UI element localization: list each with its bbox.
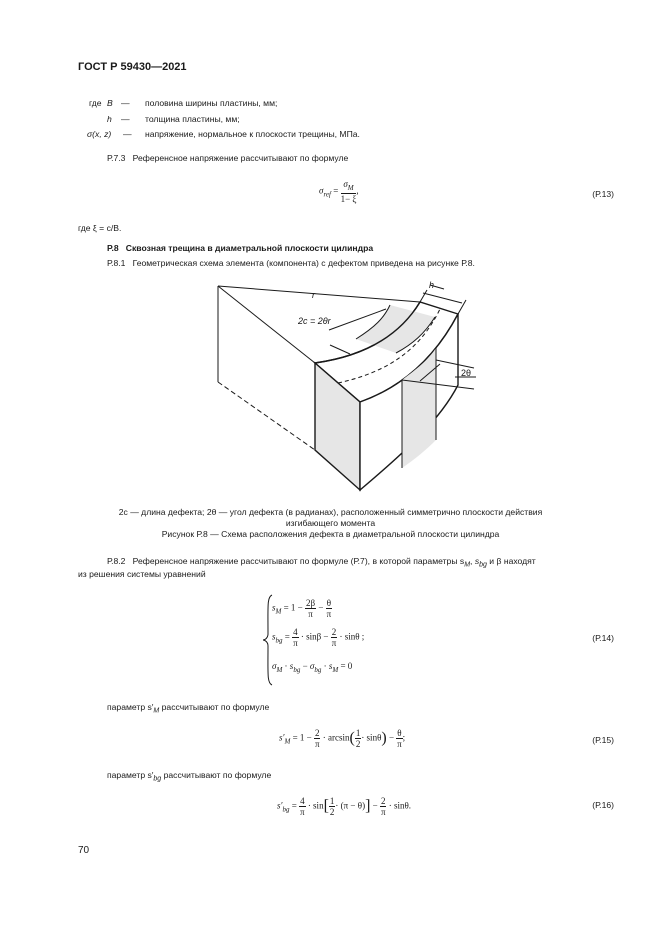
paragraph-text-tail: находят: [503, 556, 536, 566]
paragraph-number: Р.8.1: [107, 258, 126, 268]
figure-title: Рисунок Р.8 — Схема расположения дефекта в диаметральной плоскости цилиндра: [161, 529, 500, 539]
eq-op: −: [318, 602, 324, 613]
figure-legend-line2: изгибающего момента: [285, 518, 376, 528]
param-sub: bg: [153, 775, 162, 783]
eq-num: 2: [314, 728, 320, 738]
eq-den: π: [300, 807, 305, 817]
equation-p15: $s'_M = 1$ − $\frac{2}{\pi}$ · arcsin( $\frac{1}{2}$ · sinθ) − $\frac{\theta}{\pi}$ ;: [279, 728, 406, 749]
document-code: ГОСТ Р 59430—2021: [78, 61, 187, 73]
paragraph-text: Геометрическая схема элемента (компонента) с дефектом приведена на рисунке Р.8.: [132, 258, 475, 268]
equation-p14-row2: [272, 627, 364, 648]
eq-den: 2: [355, 739, 361, 749]
equation-label-p14: (Р.14): [592, 633, 614, 643]
equation-p16: $s'_{bg}$ = $\frac{4}{\pi}$ · sin[ $\frac{1}{2}$ · (π − θ)] − $\frac{2}{\pi}$ · sinθ.: [277, 796, 412, 817]
section-title: Сквозная трещина в диаметральной плоскости цилиндра: [125, 243, 374, 253]
definition-text: толщина пластины, мм;: [145, 114, 240, 124]
eq-num: 4: [293, 627, 298, 637]
paragraph-text-tail: рассчитывают по формуле: [163, 770, 272, 780]
eq-lhs-sub: M: [284, 737, 291, 746]
paragraph-p82-line2: из решения системы уравнений: [78, 569, 206, 579]
eq-lhs-sub: ref: [323, 190, 331, 199]
equation-label-p16: (Р.16): [592, 800, 614, 810]
equation-p14-row3: $\sigma_M \cdot s_{bg} - \sigma_{bg} \cdot s_M = 0$: [272, 661, 353, 674]
eq-lhs: s′: [277, 800, 283, 811]
eq-num: 2: [331, 627, 337, 637]
label-2c: 2c = 2θr: [298, 316, 331, 326]
label-h: h: [429, 280, 435, 290]
eq-lhs: s: [272, 631, 276, 642]
eq-den: 1− ξ: [340, 193, 357, 204]
eq-num: θ: [397, 728, 402, 738]
eq-op: =: [291, 800, 297, 811]
param-sub: M: [153, 707, 160, 715]
eq-lhs-sub: bg: [282, 805, 290, 814]
definition-dash: —: [121, 114, 130, 124]
eq-num-sub: M: [347, 183, 354, 192]
paragraph-p82: Р.8.2 Референсное напряжение рассчитывают по формуле (Р.7), в которой параметры $s_M$, $s_{bg}$ и β находят: [107, 556, 536, 569]
paragraph-param-sbg: [107, 770, 271, 783]
label-r: r: [312, 290, 315, 300]
equation-p14-row1: [272, 598, 332, 619]
eq-mid: · sinβ −: [300, 631, 329, 642]
where-xi: где ξ = c/B.: [78, 223, 122, 233]
eq-den: π: [380, 807, 386, 817]
eq-num: 1: [355, 728, 361, 738]
eq-tail: ;: [402, 732, 406, 743]
eq-den: π: [331, 638, 337, 648]
eq-tail: · sinθ ;: [339, 631, 365, 642]
eq-op: −: [388, 732, 395, 743]
definition-symbol: σ(x, z): [87, 129, 112, 139]
eq-num: 2β: [306, 598, 316, 608]
equation-label-p15: (Р.15): [592, 735, 614, 745]
equation-p13: $\sigma_{ref}$ = $\frac{\sigma_M}{1- \xi}$ ,: [319, 179, 359, 204]
eq-den: 2: [329, 807, 335, 817]
eq-lhs: s: [272, 602, 276, 613]
paragraph-number: Р.8.2: [107, 556, 126, 566]
paragraph-text: Референсное напряжение рассчитывают по формуле: [132, 153, 349, 163]
definition-text: половина ширины пластины, мм;: [145, 98, 278, 108]
eq-mid2: · (π − θ): [335, 800, 366, 811]
eq-sigma: σ: [272, 661, 277, 671]
eq-den: π: [397, 739, 402, 749]
paragraph-number: Р.7.3: [107, 153, 126, 163]
eq-lhs-sub: bg: [275, 636, 283, 645]
definition-symbol: h: [107, 114, 112, 124]
eq-num: σ: [343, 179, 348, 189]
eq-op: = 1 −: [292, 732, 312, 743]
eq-den: π: [308, 609, 313, 619]
equation-label-p13: (Р.13): [592, 189, 614, 199]
definition-lead: где: [89, 98, 102, 108]
eq-lhs-sub: M: [275, 607, 282, 616]
page-number: 70: [78, 845, 90, 856]
figure-legend-line1: 2c — длина дефекта; 2θ — угол дефекта (в радианах), расположенный симметрично плоскости действия: [118, 507, 543, 517]
section-number: Р.8: [107, 243, 119, 253]
eq-op: = 1 −: [283, 602, 303, 613]
eq-tail: · sinθ.: [388, 800, 412, 811]
eq-den: π: [293, 638, 298, 648]
eq-lhs: σ: [319, 185, 324, 196]
label-2theta: 2θ: [461, 368, 472, 378]
eq-mid: · arcsin: [322, 732, 350, 743]
definition-dash: —: [121, 98, 130, 108]
eq-num: 4: [300, 796, 305, 806]
eq-den: π: [326, 609, 332, 619]
definition-dash: —: [123, 129, 132, 139]
eq-den: π: [314, 739, 320, 749]
eq-lhs: s′: [279, 732, 285, 743]
eq-op: =: [284, 631, 290, 642]
paragraph-text-tail: рассчитывают по формуле: [161, 702, 270, 712]
eq-num: 2: [380, 796, 386, 806]
eq-mid: · sin: [307, 800, 324, 811]
definition-symbol: B: [107, 98, 113, 108]
eq-op: −: [372, 800, 378, 811]
eq-mid2: · sinθ: [361, 732, 382, 743]
paragraph-param-sm: [107, 702, 269, 715]
definition-text: напряжение, нормальное к плоскости трещины, МПа.: [145, 129, 360, 139]
paragraph-text: параметр s′: [107, 770, 154, 780]
eq-num: 1: [329, 796, 335, 806]
paragraph-text: Референсное напряжение рассчитывают по формуле (Р.7), в которой параметры s: [132, 556, 465, 566]
paragraph-text: параметр s′: [107, 702, 154, 712]
eq-num: θ: [326, 598, 331, 608]
eq-tail: ,: [356, 185, 359, 196]
